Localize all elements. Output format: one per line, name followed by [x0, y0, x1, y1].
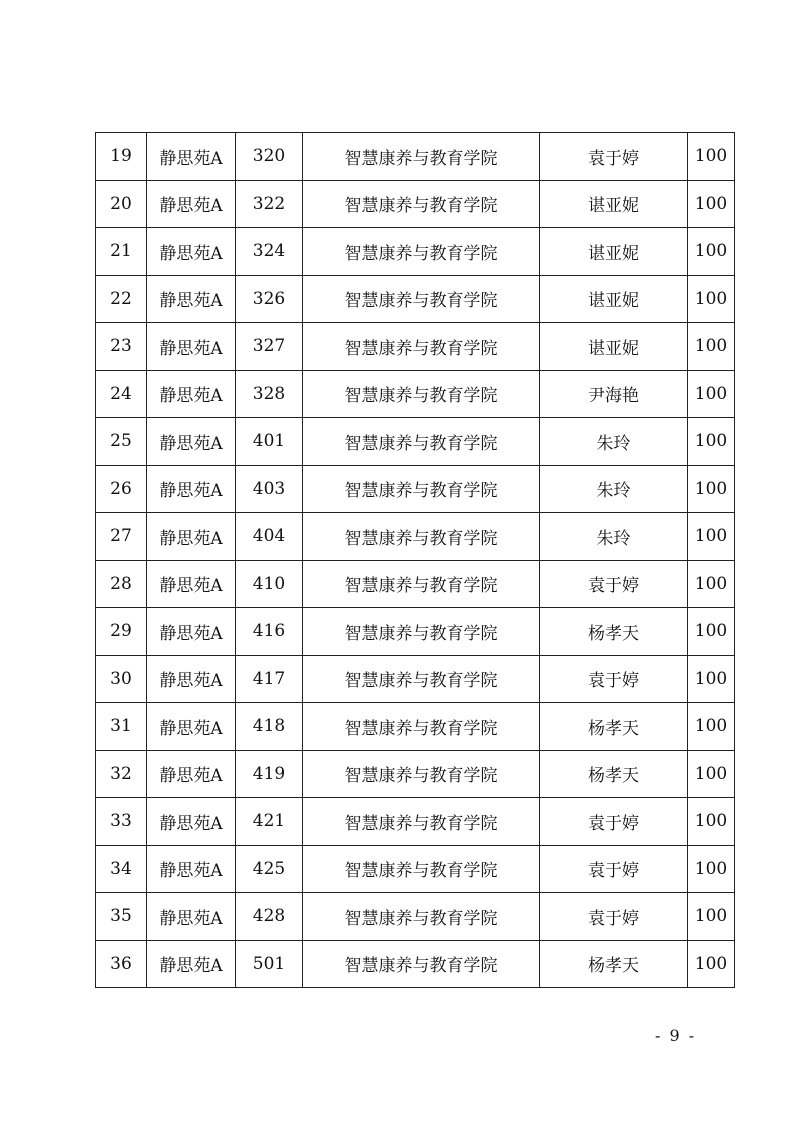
row-number-cell: 34: [96, 845, 147, 893]
building-cell: 静思苑A: [147, 133, 236, 181]
college-cell: 智慧康养与教育学院: [303, 608, 540, 656]
score-cell: 100: [688, 798, 735, 846]
score-cell: 100: [688, 893, 735, 941]
college-cell: 智慧康养与教育学院: [303, 893, 540, 941]
college-cell: 智慧康养与教育学院: [303, 275, 540, 323]
page-number: - 9 -: [655, 1026, 697, 1045]
table-row: [96, 608, 735, 656]
table-row: [96, 133, 735, 181]
row-number-cell: 19: [96, 133, 147, 181]
room-number-cell: 403: [236, 465, 303, 513]
room-number-cell: 410: [236, 560, 303, 608]
college-cell: 智慧康养与教育学院: [303, 370, 540, 418]
room-number-cell: 404: [236, 513, 303, 561]
building-cell: 静思苑A: [147, 513, 236, 561]
room-number-cell: 324: [236, 228, 303, 276]
score-cell: 100: [688, 608, 735, 656]
table-row: [96, 798, 735, 846]
row-number-cell: 28: [96, 560, 147, 608]
room-number-cell: 418: [236, 703, 303, 751]
room-number-cell: 327: [236, 323, 303, 371]
counselor-cell: 朱玲: [540, 418, 688, 466]
score-cell: 100: [688, 655, 735, 703]
counselor-cell: 谌亚妮: [540, 275, 688, 323]
building-cell: 静思苑A: [147, 370, 236, 418]
college-cell: 智慧康养与教育学院: [303, 513, 540, 561]
college-cell: 智慧康养与教育学院: [303, 560, 540, 608]
college-cell: 智慧康养与教育学院: [303, 655, 540, 703]
counselor-cell: 袁于婷: [540, 560, 688, 608]
table-row: [96, 465, 735, 513]
room-number-cell: 421: [236, 798, 303, 846]
score-cell: 100: [688, 560, 735, 608]
room-number-cell: 425: [236, 845, 303, 893]
table-row: [96, 275, 735, 323]
room-number-cell: 322: [236, 180, 303, 228]
score-cell: 100: [688, 323, 735, 371]
building-cell: 静思苑A: [147, 940, 236, 988]
score-cell: 100: [688, 845, 735, 893]
college-cell: 智慧康养与教育学院: [303, 750, 540, 798]
row-number-cell: 35: [96, 893, 147, 941]
counselor-cell: 袁于婷: [540, 798, 688, 846]
college-cell: 智慧康养与教育学院: [303, 323, 540, 371]
row-number-cell: 23: [96, 323, 147, 371]
room-number-cell: 428: [236, 893, 303, 941]
room-number-cell: 328: [236, 370, 303, 418]
room-number-cell: 416: [236, 608, 303, 656]
score-cell: 100: [688, 513, 735, 561]
score-cell: 100: [688, 418, 735, 466]
row-number-cell: 30: [96, 655, 147, 703]
row-number-cell: 20: [96, 180, 147, 228]
row-number-cell: 21: [96, 228, 147, 276]
room-number-cell: 417: [236, 655, 303, 703]
table-row: [96, 370, 735, 418]
row-number-cell: 33: [96, 798, 147, 846]
college-cell: 智慧康养与教育学院: [303, 703, 540, 751]
table-row: [96, 703, 735, 751]
building-cell: 静思苑A: [147, 323, 236, 371]
score-cell: 100: [688, 370, 735, 418]
college-cell: 智慧康养与教育学院: [303, 133, 540, 181]
building-cell: 静思苑A: [147, 893, 236, 941]
dormitory-score-table: [95, 132, 735, 988]
building-cell: 静思苑A: [147, 750, 236, 798]
score-cell: 100: [688, 465, 735, 513]
counselor-cell: 杨孝天: [540, 703, 688, 751]
table-row: [96, 228, 735, 276]
building-cell: 静思苑A: [147, 845, 236, 893]
room-number-cell: 401: [236, 418, 303, 466]
counselor-cell: 谌亚妮: [540, 180, 688, 228]
row-number-cell: 32: [96, 750, 147, 798]
counselor-cell: 杨孝天: [540, 750, 688, 798]
building-cell: 静思苑A: [147, 465, 236, 513]
building-cell: 静思苑A: [147, 275, 236, 323]
table-row: [96, 560, 735, 608]
row-number-cell: 27: [96, 513, 147, 561]
building-cell: 静思苑A: [147, 655, 236, 703]
counselor-cell: 袁于婷: [540, 655, 688, 703]
table-row: [96, 323, 735, 371]
table-row: [96, 940, 735, 988]
table-row: [96, 893, 735, 941]
building-cell: 静思苑A: [147, 228, 236, 276]
table-row: [96, 513, 735, 561]
building-cell: 静思苑A: [147, 560, 236, 608]
score-cell: 100: [688, 228, 735, 276]
score-cell: 100: [688, 940, 735, 988]
counselor-cell: 谌亚妮: [540, 228, 688, 276]
counselor-cell: 袁于婷: [540, 893, 688, 941]
building-cell: 静思苑A: [147, 608, 236, 656]
table-row: [96, 655, 735, 703]
college-cell: 智慧康养与教育学院: [303, 180, 540, 228]
score-cell: 100: [688, 275, 735, 323]
building-cell: 静思苑A: [147, 703, 236, 751]
score-cell: 100: [688, 133, 735, 181]
table-row: [96, 418, 735, 466]
counselor-cell: 朱玲: [540, 465, 688, 513]
college-cell: 智慧康养与教育学院: [303, 845, 540, 893]
row-number-cell: 24: [96, 370, 147, 418]
table-row: [96, 180, 735, 228]
college-cell: 智慧康养与教育学院: [303, 940, 540, 988]
college-cell: 智慧康养与教育学院: [303, 228, 540, 276]
college-cell: 智慧康养与教育学院: [303, 798, 540, 846]
college-cell: 智慧康养与教育学院: [303, 465, 540, 513]
counselor-cell: 尹海艳: [540, 370, 688, 418]
building-cell: 静思苑A: [147, 180, 236, 228]
row-number-cell: 26: [96, 465, 147, 513]
counselor-cell: 杨孝天: [540, 608, 688, 656]
score-cell: 100: [688, 750, 735, 798]
building-cell: 静思苑A: [147, 798, 236, 846]
row-number-cell: 22: [96, 275, 147, 323]
college-cell: 智慧康养与教育学院: [303, 418, 540, 466]
score-cell: 100: [688, 703, 735, 751]
counselor-cell: 谌亚妮: [540, 323, 688, 371]
table-row: [96, 750, 735, 798]
row-number-cell: 31: [96, 703, 147, 751]
room-number-cell: 320: [236, 133, 303, 181]
room-number-cell: 326: [236, 275, 303, 323]
counselor-cell: 杨孝天: [540, 940, 688, 988]
score-cell: 100: [688, 180, 735, 228]
table-body: [96, 133, 735, 988]
row-number-cell: 25: [96, 418, 147, 466]
building-cell: 静思苑A: [147, 418, 236, 466]
counselor-cell: 袁于婷: [540, 845, 688, 893]
counselor-cell: 朱玲: [540, 513, 688, 561]
room-number-cell: 501: [236, 940, 303, 988]
row-number-cell: 29: [96, 608, 147, 656]
table-row: [96, 845, 735, 893]
row-number-cell: 36: [96, 940, 147, 988]
counselor-cell: 袁于婷: [540, 133, 688, 181]
room-number-cell: 419: [236, 750, 303, 798]
